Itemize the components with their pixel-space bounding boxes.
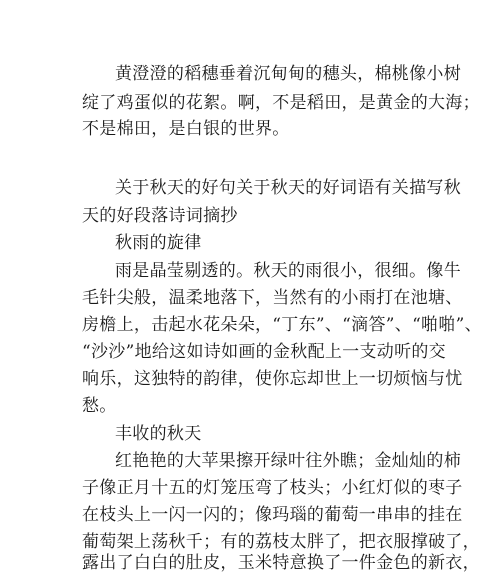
paragraph-line: “沙沙”地给这如诗如画的金秋配上一支动听的交: [82, 342, 446, 362]
paragraph-line: 不是棉田，是白银的世界。: [82, 119, 290, 139]
paragraph-line: 雨是晶莹剔透的。秋天的雨很小，很细。像牛: [115, 261, 461, 281]
paragraph-line: 房檐上，击起水花朵朵，“丁东”、“滴答”、“啪啪”、: [82, 315, 482, 335]
paragraph-line: 黄澄澄的稻穗垂着沉甸甸的穗头，棉桃像小树: [115, 64, 461, 84]
section-heading: 秋雨的旋律: [115, 233, 202, 253]
paragraph-line: 愁。: [82, 396, 117, 416]
paragraph-line: 响乐，这独特的韵律，使你忘却世上一切烦恼与忧: [82, 369, 463, 389]
paragraph-line: 毛针尖般，温柔地落下，当然有的小雨打在池塘、: [82, 288, 463, 308]
section-intro-line: 关于秋天的好句关于秋天的好词语有关描写秋: [115, 178, 461, 198]
paragraph-line: 子像正月十五的灯笼压弯了枝头；小红灯似的枣子: [82, 478, 463, 498]
paragraph-line: 葡萄架上荡秋千；有的荔枝太胖了，把衣服撑破了，: [82, 532, 480, 552]
paragraph-line: 在枝头上一闪一闪的；像玛瑙的葡萄一串串的挂在: [82, 505, 463, 525]
paragraph-line: 露出了白白的肚皮，玉米特意换了一件金色的新衣，: [82, 553, 480, 573]
section-heading: 丰收的秋天: [115, 424, 202, 444]
paragraph-line: 红艳艳的大苹果擦开绿叶往外瞧；金灿灿的柿: [115, 451, 461, 471]
paragraph-line: 绽了鸡蛋似的花絮。啊，不是稻田，是黄金的大海；: [82, 93, 480, 113]
section-intro-line: 天的好段落诗词摘抄: [82, 206, 238, 226]
